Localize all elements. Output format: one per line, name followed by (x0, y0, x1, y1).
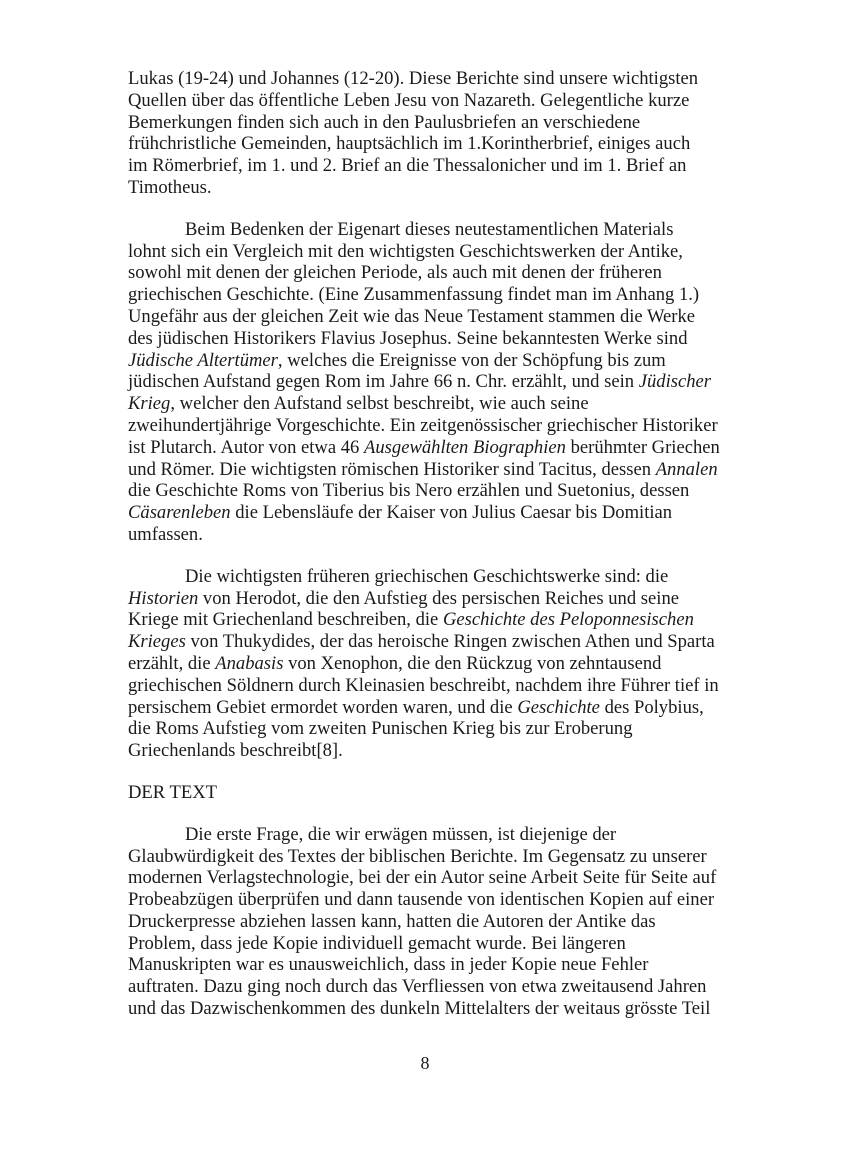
text-line (128, 241, 708, 263)
text-line (128, 155, 708, 177)
body-text (128, 68, 720, 1020)
text-line (128, 414, 718, 437)
text-run: die Geschichte Roms von Tiberius bis Nero erzählen und Suetonius, dessen (128, 480, 690, 502)
italic-title: Anabasis (215, 652, 284, 674)
text-run: von Thukydides, der das heroische Ringen zwischen Athen und Sparta (185, 631, 715, 653)
text-line (128, 954, 708, 976)
text-run: des Polybius, (599, 696, 704, 718)
paragraph (128, 68, 708, 199)
text-line (128, 911, 708, 933)
text-run: Griechenlands beschreibt[8]. (128, 740, 343, 762)
text-line (128, 998, 711, 1020)
text-run: Die wichtigsten früheren griechischen Geschichtswerke sind: die (185, 565, 669, 587)
text-run: Ungefähr aus der gleichen Zeit wie das Neue Testament stammen die Werke (128, 305, 696, 327)
text-run: sowohl mit denen der gleichen Periode, als auch mit denen der früheren (128, 262, 662, 284)
text-line (128, 588, 708, 610)
text-run: und das Dazwischenkommen des dunkeln Mittelalters der weitaus grösste Teil (128, 998, 711, 1020)
text-run: lohnt sich ein Vergleich mit den wichtigsten Geschichtswerken der Antike, (128, 240, 683, 262)
text-run: Manuskripten war es unausweichlich, dass in jeder Kopie neue Fehler (128, 954, 649, 976)
text-line (128, 90, 708, 112)
text-line (128, 824, 708, 846)
text-run: Druckerpresse abziehen lassen kann, hatten die Autoren der Antike das (128, 910, 656, 932)
text-line (128, 262, 708, 284)
text-line (128, 219, 708, 241)
text-run: berühmter Griechen (565, 436, 720, 458)
text-run: umfassen. (128, 523, 203, 545)
text-run: ist Plutarch. Autor von etwa 46 (128, 436, 365, 458)
text-line (128, 718, 708, 740)
text-line (128, 68, 708, 90)
text-run: die Roms Aufstieg vom zweiten Punischen Krieg bis zur Eroberung (128, 718, 633, 740)
text-line (128, 458, 718, 481)
text-run: jüdischen Aufstand gegen Rom im Jahre 66 n. Chr. erzählt, und sein (128, 371, 639, 393)
text-line (128, 846, 708, 868)
text-run: Problem, dass jede Kopie individuell gemacht wurde. Bei längeren (128, 932, 626, 954)
text-run: Probeabzügen überprüfen und dann tausende von identischen Kopien auf einer (128, 889, 715, 911)
text-run: des jüdischen Historikers Flavius Josephus. Seine bekanntesten Werke sind (128, 327, 688, 349)
text-run: von Xenophon, die den Rückzug von zehntausend (283, 652, 662, 674)
text-run: erzählt, die (128, 652, 216, 674)
text-run: griechischen Söldnern durch Kleinasien beschreibt, nachdem ihre Führer tief in (128, 674, 719, 696)
text-line (128, 524, 708, 546)
text-line (128, 740, 708, 762)
text-line (128, 631, 715, 653)
text-run: Bemerkungen finden sich auch in den Paulusbriefen an verschiedene (128, 111, 641, 133)
text-run: Glaubwürdigkeit des Textes der biblischen Berichte. Im Gegensatz zu unserer (128, 845, 707, 867)
text-run: Beim Bedenken der Eigenart dieses neutestamentlichen Materials (185, 218, 674, 240)
text-run: modernen Verlagstechnologie, bei der ein Autor seine Arbeit Seite für Seite auf (128, 867, 717, 889)
text-line (128, 284, 708, 306)
text-run: Die erste Frage, die wir erwägen müssen, ist diejenige der (185, 823, 617, 845)
section-heading: DER TEXT (128, 781, 218, 803)
text-line (128, 371, 712, 393)
text-run: Quellen über das öffentliche Leben Jesu von Nazareth. Gelegentliche kurze (128, 89, 690, 111)
italic-title: Geschichte des Peloponnesischen (442, 609, 694, 631)
text-line (128, 674, 719, 697)
text-line (128, 328, 708, 350)
page-number: 8 (420, 1053, 430, 1073)
text-line (128, 112, 708, 134)
text-line (128, 393, 708, 415)
paragraph (128, 218, 720, 546)
text-run: auftraten. Dazu ging noch durch das Verfliessen von etwa zweitausend Jahren (128, 976, 707, 998)
text-line (128, 480, 708, 502)
italic-title: Krieges (128, 631, 186, 653)
text-line (128, 889, 715, 911)
text-line (128, 933, 708, 955)
italic-title: Geschichte (517, 696, 600, 718)
text-line (128, 502, 708, 524)
text-line (128, 976, 708, 998)
text-run: im Römerbrief, im 1. und 2. Brief an die Thessalonicher und im 1. Brief an (128, 155, 687, 177)
text-run: , welcher den Aufstand selbst beschreibt, wie auch seine (170, 393, 589, 415)
text-line (128, 436, 720, 459)
text-run: zweihundertjährige Vorgeschichte. Ein zeitgenössischer griechischer Historiker (128, 414, 718, 436)
text-line (128, 133, 708, 155)
text-run: griechischen Geschichte. (Eine Zusammenfassung findet man im Anhang 1.) (128, 284, 700, 306)
text-run: Timotheus. (128, 176, 212, 198)
italic-title: Jüdischer (638, 371, 712, 393)
text-run: frühchristliche Gemeinden, hauptsächlich im 1.Korintherbrief, einiges auch (128, 133, 691, 155)
italic-title: Ausgewählten Biographien (364, 436, 566, 458)
italic-title: Krieg (128, 393, 171, 415)
text-run: und Römer. Die wichtigsten römischen Historiker sind Tacitus, dessen (128, 458, 656, 480)
italic-title: Cäsarenleben (128, 502, 231, 524)
text-run: die Lebensläufe der Kaiser von Julius Caesar bis Domitian (230, 502, 673, 524)
text-run: , welches die Ereignisse von der Schöpfung bis zum (277, 349, 666, 371)
italic-title: Jüdische Altertümer (128, 349, 278, 371)
text-line (128, 609, 708, 631)
text-line (128, 697, 708, 719)
text-line (128, 306, 708, 328)
text-line (128, 177, 708, 199)
paragraph (128, 823, 717, 1020)
text-run: Lukas (19-24) und Johannes (12-20). Diese Berichte sind unsere wichtigsten (128, 68, 699, 89)
text-line (128, 566, 708, 588)
italic-title: Historien (128, 587, 199, 609)
text-line (128, 867, 717, 889)
italic-title: Annalen (655, 458, 718, 480)
paragraph (128, 565, 719, 762)
text-run: Kriege mit Griechenland beschreiben, die (128, 609, 443, 631)
text-line (128, 350, 708, 372)
text-line (128, 653, 708, 675)
text-run: persischem Gebiet ermordet worden waren, und die (128, 696, 518, 718)
text-run: von Herodot, die den Aufstieg des persischen Reiches und seine (198, 587, 679, 609)
